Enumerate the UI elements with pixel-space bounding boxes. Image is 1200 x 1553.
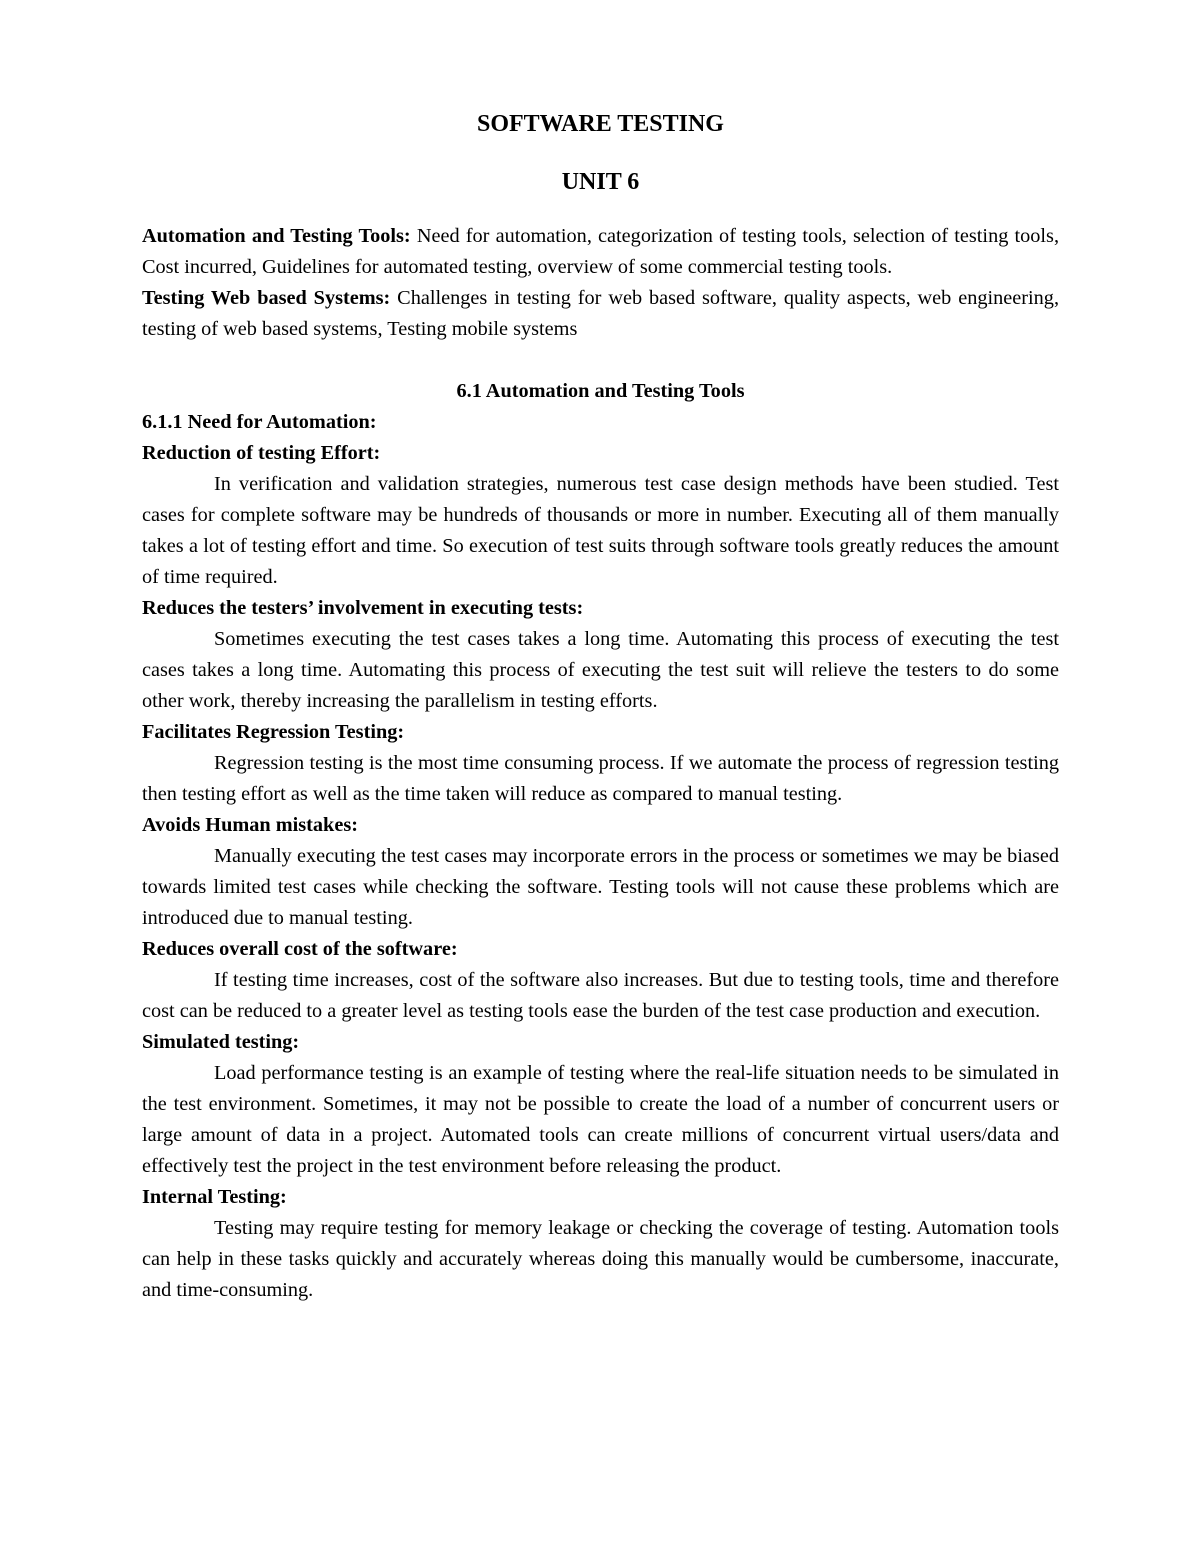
document-title: SOFTWARE TESTING bbox=[477, 111, 724, 137]
item-heading: Facilitates Regression Testing: bbox=[142, 721, 405, 743]
syllabus-item bbox=[142, 283, 1059, 345]
syllabus-item-label: Testing Web based Systems: bbox=[142, 287, 391, 309]
item-heading: Simulated testing: bbox=[142, 1031, 300, 1053]
item-heading: Avoids Human mistakes: bbox=[142, 814, 358, 836]
syllabus-item bbox=[142, 221, 1059, 283]
syllabus bbox=[142, 221, 1059, 345]
item-body: In verification and validation strategies, numerous test case design methods have been studied. Test cases for complete software may be hundreds of thousands or more in number. Executing all of them manually takes a lot of testing effort and time. So execution of test suits through software tools greatly reduces the amount of time required. bbox=[142, 473, 1059, 588]
item-body: Sometimes executing the test cases takes a long time. Automating this process of executing the test cases takes a long time. Automating this process of executing the test suit will relieve the testers to do some other work, thereby increasing the parallelism in testing efforts. bbox=[142, 628, 1059, 712]
item-body: Testing may require testing for memory leakage or checking the coverage of testing. Automation tools can help in these tasks quickly and accurately whereas doing this manually would be cumbersome, inaccurate, and time-consuming. bbox=[142, 1217, 1059, 1301]
item-body: Manually executing the test cases may incorporate errors in the process or sometimes we may be biased towards limited test cases while checking the software. Testing tools will not cause these problems which are introduced due to manual testing. bbox=[142, 845, 1059, 929]
syllabus-item-text: Challenges in testing for web based software, quality aspects, web engineering, testing of web based systems, Testing mobile systems bbox=[142, 287, 1060, 340]
document-page bbox=[142, 108, 1059, 1306]
syllabus-item-text: Need for automation, categorization of testing tools, selection of testing tools, Cost incurred, Guidelines for automated testing, overview of some commercial testing tools. bbox=[142, 225, 1060, 278]
item-list bbox=[142, 438, 1059, 1306]
item-body: If testing time increases, cost of the software also increases. But due to testing tools, time and therefore cost can be reduced to a greater level as testing tools ease the burden of the test case production and execution. bbox=[142, 969, 1059, 1022]
syllabus-item-label: Automation and Testing Tools: bbox=[142, 225, 411, 247]
subsection-title: 6.1.1 Need for Automation: bbox=[142, 411, 377, 433]
item-heading: Reduces overall cost of the software: bbox=[142, 938, 458, 960]
unit-title: UNIT 6 bbox=[561, 169, 640, 195]
item-body: Load performance testing is an example of testing where the real-life situation needs to be simulated in the test environment. Sometimes, it may not be possible to create the load of a number of concurrent users or large amount of data in a project. Automated tools can create millions of concurrent virtual users/data and effectively test the project in the test environment before releasing the product. bbox=[142, 1062, 1059, 1177]
item-heading: Reduction of testing Effort: bbox=[142, 442, 381, 464]
item-body: Regression testing is the most time consuming process. If we automate the process of regression testing then testing effort as well as the time taken will reduce as compared to manual testing. bbox=[142, 752, 1059, 805]
item-heading: Internal Testing: bbox=[142, 1186, 287, 1208]
section-title: 6.1 Automation and Testing Tools bbox=[456, 380, 745, 402]
item-heading: Reduces the testers’ involvement in executing tests: bbox=[142, 597, 584, 619]
